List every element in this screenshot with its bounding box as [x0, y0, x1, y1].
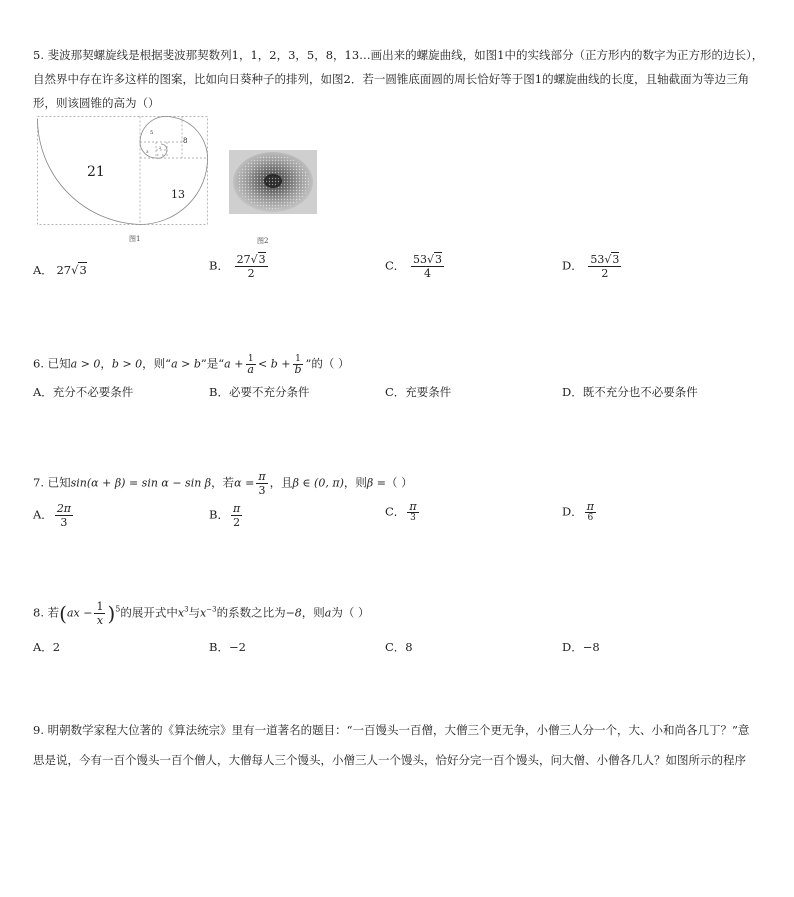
q7-option-c-label: C．	[385, 504, 406, 519]
q7-option-d-label: D．	[562, 504, 583, 519]
q7-equation: sin(α + β) = sin α − sin β	[70, 476, 212, 490]
q7-then: ，则	[343, 475, 367, 490]
q8-xm3-exp: −3	[206, 605, 217, 614]
q8-option-b[interactable]: B．−2	[209, 640, 246, 654]
q7-option-d[interactable]	[562, 502, 598, 523]
fig1-label-13: 13	[171, 188, 185, 201]
q7-prefix: 7. 已知	[33, 475, 71, 490]
q8-prefix: 8. 若	[33, 605, 60, 620]
q8-frac-num: 1	[96, 600, 104, 613]
q6-comma: ，	[100, 356, 112, 371]
q8-x3-exp: 3	[184, 605, 189, 614]
q6-option-a[interactable]: A．充分不必要条件	[33, 385, 134, 399]
q6-option-b[interactable]: B．必要不充分条件	[209, 385, 310, 399]
q8-x3-base: x	[177, 606, 185, 620]
fig2-caption: 图2	[257, 237, 269, 245]
q5-option-c-rad: 3	[434, 253, 442, 266]
q6-cond-ab: a > b	[171, 357, 201, 371]
q7-option-a-den: 3	[60, 516, 68, 529]
q7-option-d-num: π	[586, 500, 594, 513]
q7-option-b-label: B．	[209, 507, 229, 522]
q5-option-b-coef: 27	[236, 253, 251, 266]
q5-text	[33, 43, 773, 115]
q6-option-c[interactable]: C．充要条件	[385, 385, 452, 399]
q8-option-a[interactable]: A．2	[33, 640, 61, 654]
q5-option-d[interactable]: D． $\frac{53√3}{2}$	[562, 253, 620, 280]
q7-beta: β =	[366, 476, 386, 490]
q6-is: ”是“	[200, 356, 225, 371]
q5-option-d-rad: 3	[612, 253, 620, 266]
q6-frac2-den: b	[294, 363, 302, 376]
q5-option-a-rad: 3	[79, 263, 87, 277]
q5-option-b-label: B．	[209, 258, 229, 273]
fibonacci-spiral-figure	[37, 116, 209, 226]
q5-line2: 自然界中存在许多这样的图案，比如向日葵种子的排列，如图2．若一圆锥底面圆的周长恰好等于图1的螺旋曲线的长度，且轴截面为等边三角	[33, 72, 750, 86]
q7-option-b-num: π	[232, 502, 241, 515]
q9-text	[33, 718, 773, 772]
q7-text	[33, 470, 413, 497]
q6-option-d[interactable]: D．既不充分也不必要条件	[562, 385, 698, 399]
q8-mid: 的展开式中	[120, 605, 178, 620]
q5-option-d-label: D．	[562, 258, 583, 273]
q6-cond-a: a > 0	[70, 357, 101, 371]
q5-option-b[interactable]: B． $\frac{27√3}{2}$	[209, 253, 266, 280]
q7-option-a-label: A．	[33, 507, 53, 522]
q5-option-d-den: 2	[601, 267, 609, 280]
fig1-label-21: 21	[87, 164, 105, 180]
q5-option-c-label: C．	[385, 258, 406, 273]
q8-option-d[interactable]: D．−8	[562, 640, 600, 654]
q5-option-b-den: 2	[247, 267, 255, 280]
q7-option-c-num: π	[409, 500, 417, 513]
q6-text	[33, 354, 350, 375]
q8-ratio: 的系数之比为	[216, 605, 286, 620]
sunflower-image	[229, 150, 317, 214]
q8-then: ，则	[301, 605, 325, 620]
q8-exponent: 5	[115, 604, 121, 614]
q6-cond-b: b > 0	[111, 357, 143, 371]
q6-lt: < b +	[257, 357, 291, 371]
fig1-label-2: 2	[159, 146, 162, 150]
q8-and: 与	[188, 605, 201, 620]
q7-alpha: α =	[234, 476, 255, 490]
q5-option-c-den: 4	[423, 267, 431, 280]
q8-suffix: 为（ ）	[331, 605, 370, 620]
q5-option-c-coef: 53	[412, 253, 427, 266]
q7-option-c-den: 3	[410, 513, 416, 523]
q8-option-c[interactable]: C．8	[385, 640, 413, 654]
q8-xm3-base: x	[200, 606, 207, 620]
q9-line2: 思是说，今有一百个馒头一百个僧人，大僧每人三个馒头，小僧三人一个馒头，恰好分完一百个馒头，问大僧、小僧各几人？如图所示的程序	[33, 753, 746, 767]
q6-prefix: 6. 已知	[33, 356, 71, 371]
q7-and: ，且	[269, 475, 293, 490]
fig1-label-3: 3	[146, 149, 149, 154]
q7-option-a-num: 2π	[56, 502, 72, 515]
q6-suffix: ”的（ ）	[305, 356, 350, 371]
q6-then: ，则“	[142, 356, 172, 371]
q8-ax: ax −	[66, 606, 93, 620]
q7-option-b[interactable]	[209, 502, 244, 529]
q7-option-d-den: 6	[587, 513, 594, 523]
q5-option-a-label: A．	[33, 263, 53, 277]
fig1-caption: 图1	[129, 235, 141, 243]
q7-mid: ，若	[211, 475, 235, 490]
q5-option-c[interactable]: C． $\frac{53√3}{4}$	[385, 253, 442, 280]
q5-line1: 5. 斐波那契螺旋线是根据斐波那契数列1，1，2，3，5，8，13…画出来的螺旋曲线，如图1中的实线部分（正方形内的数字为正方形的边长），	[33, 48, 764, 62]
q8-frac-den: x	[96, 614, 104, 627]
q6-frac2-num: 1	[295, 354, 301, 364]
q6-frac1-den: a	[247, 363, 254, 376]
q8-a: a	[324, 606, 332, 620]
q5-line3: 形，则该圆锥的高为（）	[33, 96, 160, 110]
fig1-label-1b: 1	[162, 153, 164, 157]
q7-alpha-den: 3	[258, 484, 266, 497]
q8-text: 8. 若(ax − $\frac{1}{x}$ )$^5$的展开式中$x^3$与$x^{-3}$的系数之比为−8，则a为（ ）	[33, 600, 370, 627]
q5-option-b-rad: 3	[258, 253, 266, 266]
fig1-label-8: 8	[183, 137, 188, 145]
q7-option-a[interactable]	[33, 502, 75, 529]
q7-suffix: （ ）	[385, 475, 413, 490]
q8-value: −8	[285, 606, 302, 620]
q5-option-d-coef: 53	[590, 253, 605, 266]
q6-lhs: a +	[224, 357, 244, 371]
q5-option-a[interactable]: A． 27√3	[33, 263, 87, 277]
q5-option-a-coef: 27	[56, 263, 72, 277]
q9-line1: 9. 明朝数学家程大位著的《算法统宗》里有一道著名的题目：“一百馒头一百僧，大僧三个更无争，小僧三人分一个，大、小和尚各几丁？”意	[33, 723, 750, 737]
q7-alpha-num: π	[258, 470, 266, 483]
q7-option-b-den: 2	[233, 516, 241, 529]
q6-frac1-num: 1	[247, 354, 254, 364]
q7-beta-range: β ∈ (0, π)	[292, 476, 344, 490]
fig1-label-5: 5	[150, 130, 154, 136]
q7-option-c[interactable]	[385, 502, 421, 523]
fig1-label-1a: 1	[157, 153, 159, 157]
